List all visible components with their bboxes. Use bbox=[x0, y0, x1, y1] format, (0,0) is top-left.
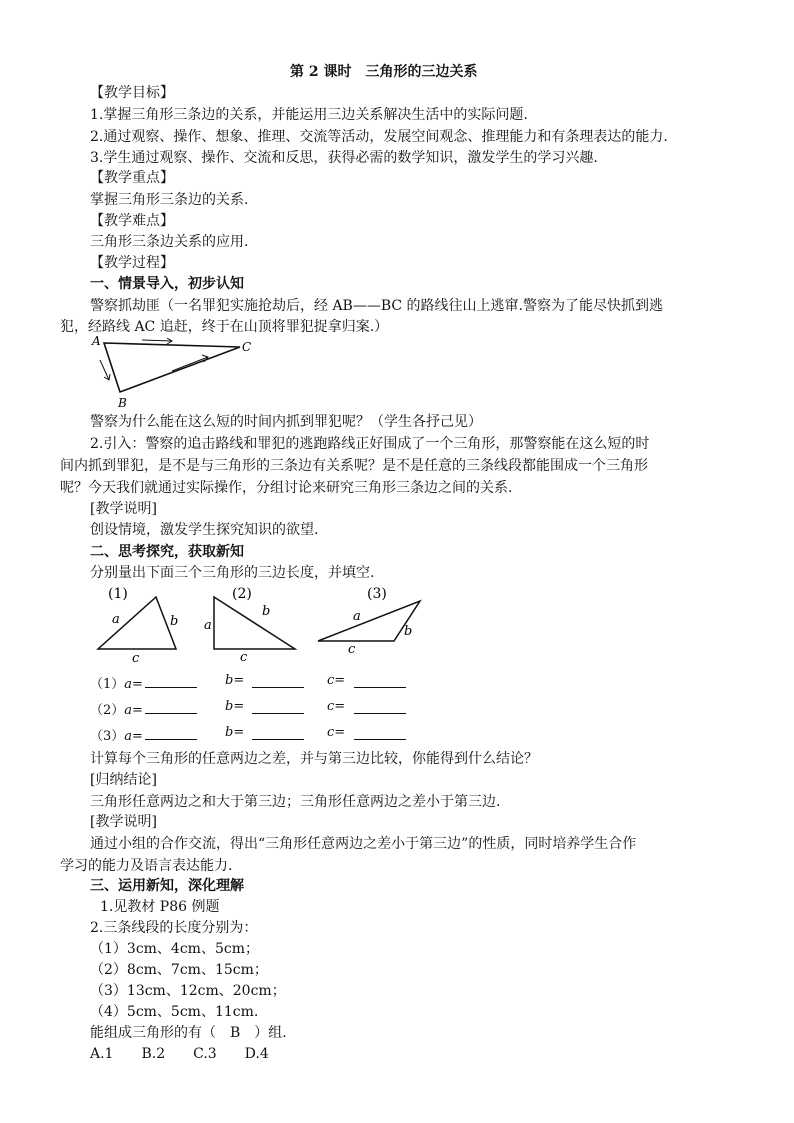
triangle-3-side-c: c bbox=[348, 642, 356, 657]
note-heading-2: [教学说明] bbox=[90, 814, 157, 830]
triangle-2-number: (2) bbox=[232, 586, 252, 602]
triangle-1-side-b: b bbox=[170, 614, 179, 629]
blank-row-3-b-field[interactable] bbox=[252, 727, 304, 740]
note-heading-1: [教学说明] bbox=[90, 501, 157, 517]
blank-row-3 bbox=[90, 725, 346, 744]
vertex-label-b: B bbox=[118, 396, 127, 410]
triangle-1-side-c: c bbox=[132, 651, 140, 666]
vertex-label-a: A bbox=[92, 334, 101, 348]
option-2: （2）8cm、7cm、15cm； bbox=[90, 962, 268, 978]
triangle-3-side-b: b bbox=[404, 624, 413, 639]
conclusion-text: 三角形任意两边之和大于第三边；三角形任意两边之差小于第三边. bbox=[90, 794, 501, 810]
three-triangles-figure bbox=[90, 583, 430, 666]
goal-1: 1.掌握三角形三条边的关系，并能运用三边关系解决生活中的实际问题. bbox=[90, 107, 528, 123]
triangle-3-number: (3) bbox=[367, 586, 387, 602]
blank-row-1-c-field[interactable] bbox=[354, 675, 406, 688]
option-4: （4）5cm、5cm、11cm. bbox=[90, 1004, 259, 1020]
goals-heading: 【教学目标】 bbox=[90, 85, 174, 101]
blank-row-1 bbox=[90, 673, 346, 692]
answer-choices: A.1 B.2 C.3 D.4 bbox=[90, 1046, 269, 1062]
blank-row-3-c-field[interactable] bbox=[354, 727, 406, 740]
story-line-1: 警察抓劫匪（一名罪犯实施抢劫后，经 AB——BC 的路线往山上逃窜.警察为了能尽快抓到逃 bbox=[90, 298, 664, 314]
triangle-1 bbox=[98, 597, 179, 649]
option-1: （1）3cm、4cm、5cm； bbox=[90, 941, 259, 957]
process-heading: 【教学过程】 bbox=[90, 255, 174, 271]
blank-row-2-number: （2） bbox=[90, 703, 125, 718]
triangle-2-side-b: b bbox=[262, 604, 271, 619]
blank-row-1-a-label: a= bbox=[124, 677, 143, 692]
note-2-line-1: 通过小组的合作交流，得出“三角形任意两边之差小于第三边”的性质，同时培养学生合作 bbox=[90, 836, 637, 852]
intro-line-3: 呢？今天我们就通过实际操作，分组讨论来研究三角形三条边之间的关系. bbox=[60, 480, 513, 496]
blank-row-2-a-label: a= bbox=[124, 703, 143, 718]
option-3: （3）13cm、12cm、20cm； bbox=[90, 983, 286, 999]
blank-row-1-b-field[interactable] bbox=[252, 675, 304, 688]
blank-row-2 bbox=[90, 699, 346, 718]
difficulty-heading: 【教学难点】 bbox=[90, 213, 174, 229]
key-point: 掌握三角形三条边的关系. bbox=[90, 192, 249, 208]
blank-row-3-number: （3） bbox=[90, 729, 125, 744]
goal-2: 2.通过观察、操作、想象、推理、交流等活动，发展空间观念、推理能力和有条理表达的能力. bbox=[90, 129, 668, 145]
triangle-2 bbox=[214, 597, 295, 649]
blank-row-3-a-field[interactable] bbox=[145, 727, 197, 740]
triangle-2-side-c: c bbox=[240, 650, 248, 665]
key-heading: 【教学重点】 bbox=[90, 170, 174, 186]
intro-line-1: 2.引入：警察的追击路线和罪犯的逃跑路线正好围成了一个三角形，那警察能在这么短的时 bbox=[90, 436, 650, 452]
page-title: 第 2 课时 三角形的三边关系 bbox=[290, 64, 478, 80]
triangle-1-side-a: a bbox=[112, 612, 120, 627]
vertex-label-c: C bbox=[242, 340, 252, 354]
exercise-1: 1.见教材 P86 例题 bbox=[100, 899, 220, 915]
blank-row-2-b-field[interactable] bbox=[252, 701, 304, 714]
intro-line-2: 间内抓到罪犯，是不是与三角形的三条边有关系呢？是不是任意的三条线段都能围成一个三角形 bbox=[60, 458, 648, 474]
question-line: 警察为什么能在这么短的时间内抓到罪犯呢？（学生各抒己见） bbox=[90, 414, 482, 430]
conclusion-heading: [归纳结论] bbox=[90, 772, 157, 788]
blank-row-2-b-label: b= bbox=[225, 699, 245, 714]
story-line-2: 犯，经路线 AC 追赶，终于在山顶将罪犯捉拿归案.） bbox=[60, 319, 389, 335]
blank-row-2-c-field[interactable] bbox=[354, 701, 406, 714]
exercise-2: 2.三条线段的长度分别为： bbox=[90, 920, 258, 936]
blank-row-3-b-label: b= bbox=[225, 725, 245, 740]
triangle-2-side-a: a bbox=[204, 618, 212, 633]
arrow-bc bbox=[172, 357, 208, 371]
blank-row-2-c-label: c= bbox=[327, 699, 346, 714]
blank-row-1-c-label: c= bbox=[327, 673, 346, 688]
blank-row-3-a-label: a= bbox=[124, 729, 143, 744]
answer-question: 能组成三角形的有（ B ）组. bbox=[90, 1025, 287, 1041]
part1-heading: 一、情景导入，初步认知 bbox=[90, 276, 244, 292]
difficulty-point: 三角形三条边关系的应用. bbox=[90, 234, 249, 250]
arrow-ac bbox=[142, 340, 172, 341]
triangle-3-side-a: a bbox=[353, 609, 361, 624]
blank-row-2-a-field[interactable] bbox=[145, 701, 197, 714]
route-triangle-figure bbox=[90, 335, 290, 410]
blank-row-1-number: （1） bbox=[90, 677, 125, 692]
route-triangle bbox=[104, 343, 240, 392]
blank-row-3-c-label: c= bbox=[327, 725, 346, 740]
blank-row-1-a-field[interactable] bbox=[145, 675, 197, 688]
compute-instruction: 计算每个三角形的任意两边之差，并与第三边比较，你能得到什么结论？ bbox=[90, 751, 538, 767]
part3-heading: 三、运用新知，深化理解 bbox=[90, 878, 244, 894]
part2-heading: 二、思考探究，获取新知 bbox=[90, 544, 244, 560]
note-2-line-2: 学习的能力及语言表达能力. bbox=[60, 858, 233, 874]
triangle-1-number: (1) bbox=[108, 586, 128, 602]
note-1: 创设情境，激发学生探究知识的欲望. bbox=[90, 522, 319, 538]
goal-3: 3.学生通过观察、操作、交流和反思，获得必需的数学知识，激发学生的学习兴趣. bbox=[90, 150, 598, 166]
blank-row-1-b-label: b= bbox=[225, 673, 245, 688]
measure-instruction: 分别量出下面三个三角形的三边长度，并填空. bbox=[90, 565, 375, 581]
